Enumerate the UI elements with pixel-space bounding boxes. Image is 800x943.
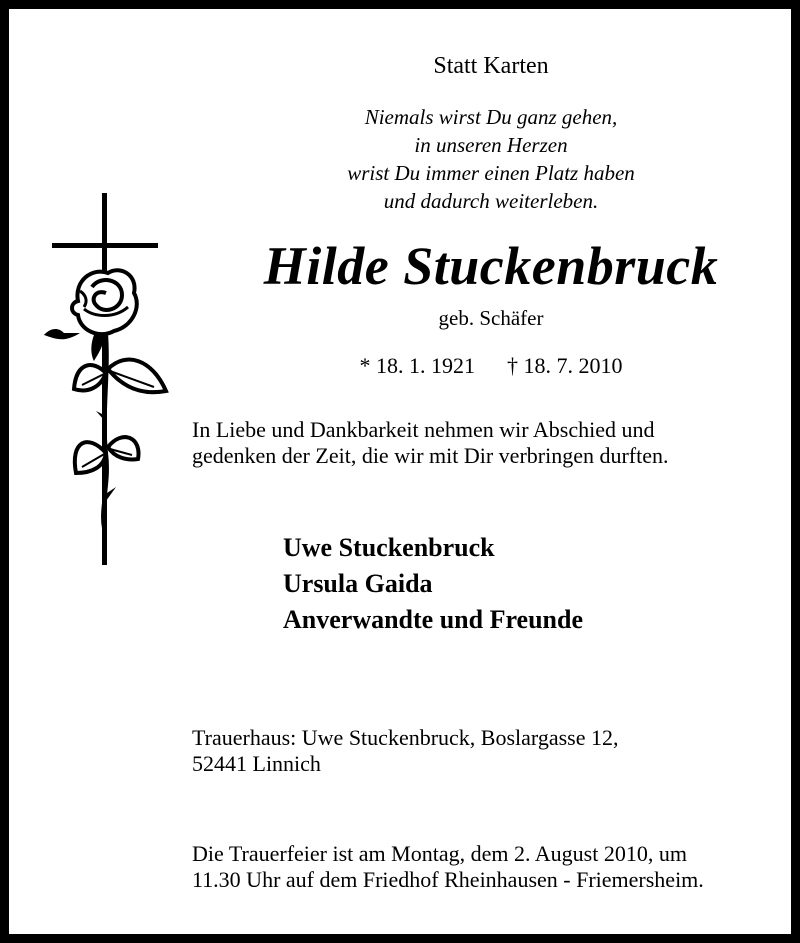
poem-line: Niemals wirst Du ganz gehen, [364, 105, 618, 129]
mourners-list [283, 530, 583, 638]
poem-line: wrist Du immer einen Platz haben [347, 161, 635, 185]
farewell-line: gedenken der Zeit, die wir mit Dir verbringen durften. [192, 443, 669, 468]
farewell-line: In Liebe und Dankbarkeit nehmen wir Abschied und [192, 417, 655, 442]
header-statt-karten: Statt Karten [433, 53, 549, 79]
funeral-line: 11.30 Uhr auf dem Friedhof Rheinhausen - Friemersheim. [192, 867, 704, 892]
farewell-text [192, 417, 669, 469]
deceased-name: Hilde Stuckenbruck [263, 236, 719, 296]
mourner-name: Uwe Stuckenbruck [283, 533, 495, 562]
life-dates [9, 353, 800, 379]
maiden-name: geb. Schäfer [438, 306, 544, 330]
poem-line: in unseren Herzen [414, 133, 568, 157]
mourner-name: Ursula Gaida [283, 569, 433, 598]
birth-date: * 18. 1. 1921 [359, 353, 475, 378]
funeral-info [192, 841, 704, 893]
house-of-mourning [192, 725, 619, 777]
funeral-line: Die Trauerfeier ist am Montag, dem 2. August 2010, um [192, 841, 687, 866]
address-line: Trauerhaus: Uwe Stuckenbruck, Boslargasse 12, [192, 725, 619, 750]
poem-line: und dadurch weiterleben. [383, 189, 599, 213]
address-line: 52441 Linnich [192, 751, 321, 776]
death-date: † 18. 7. 2010 [507, 353, 623, 378]
mourner-name: Anverwandte und Freunde [283, 605, 584, 634]
